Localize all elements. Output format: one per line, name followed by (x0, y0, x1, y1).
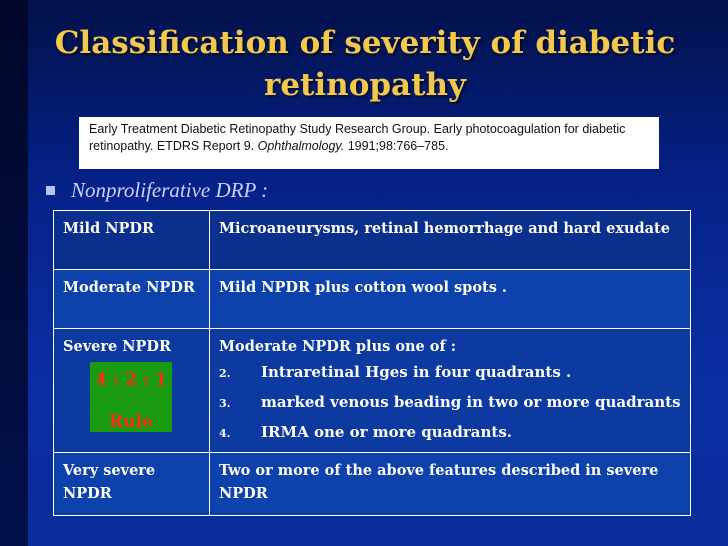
description-cell: Microaneurysms, retinal hemorrhage and hard exudate (210, 211, 691, 270)
list-number: 2. (219, 367, 231, 380)
rule-box (90, 362, 172, 432)
description-cell (210, 329, 691, 453)
reference-citation (79, 117, 659, 169)
slide-title: Classification of severity of diabetic retinopathy (54, 25, 676, 103)
stage-cell: Mild NPDR (54, 211, 210, 270)
left-edge-stripe (0, 0, 28, 546)
description-intro: Moderate NPDR plus one of : (219, 338, 457, 355)
bullet-item (46, 176, 268, 204)
square-bullet-icon (46, 186, 55, 195)
table-row (54, 453, 691, 516)
list-item (219, 388, 684, 418)
classification-table (53, 210, 691, 516)
description-cell: Two or more of the above features described in severe NPDR (210, 453, 691, 516)
stage-cell: Very severe NPDR (54, 453, 210, 516)
list-text: Intraretinal Hges in four quadrants . (261, 363, 572, 381)
stage-label: Severe NPDR (63, 338, 172, 355)
list-item (219, 358, 684, 388)
rule-ratio: 4 : 2 : 1 (95, 370, 167, 390)
stage-cell (54, 329, 210, 453)
description-cell: Mild NPDR plus cotton wool spots . (210, 270, 691, 329)
list-number: 3. (219, 397, 231, 410)
reference-text: Early Treatment Diabetic Retinopathy Study Research Group. Early photocoagulation for diabetic retinopathy. ETDRS Report 9. (89, 122, 626, 153)
list-number: 4. (219, 427, 231, 440)
reference-journal: Ophthalmology. (257, 138, 345, 153)
rule-label: Rule (109, 412, 153, 432)
list-item (219, 418, 684, 448)
list-text: marked venous beading in two or more quadrants (261, 393, 681, 411)
reference-citation-number: 1991;98:766–785. (347, 138, 449, 153)
table-row (54, 329, 691, 453)
bullet-text: Nonproliferative DRP : (71, 177, 269, 202)
list-text: IRMA one or more quadrants. (261, 423, 513, 441)
stage-cell: Moderate NPDR (54, 270, 210, 329)
criteria-list (219, 358, 684, 448)
table-row (54, 211, 691, 270)
table-row (54, 270, 691, 329)
